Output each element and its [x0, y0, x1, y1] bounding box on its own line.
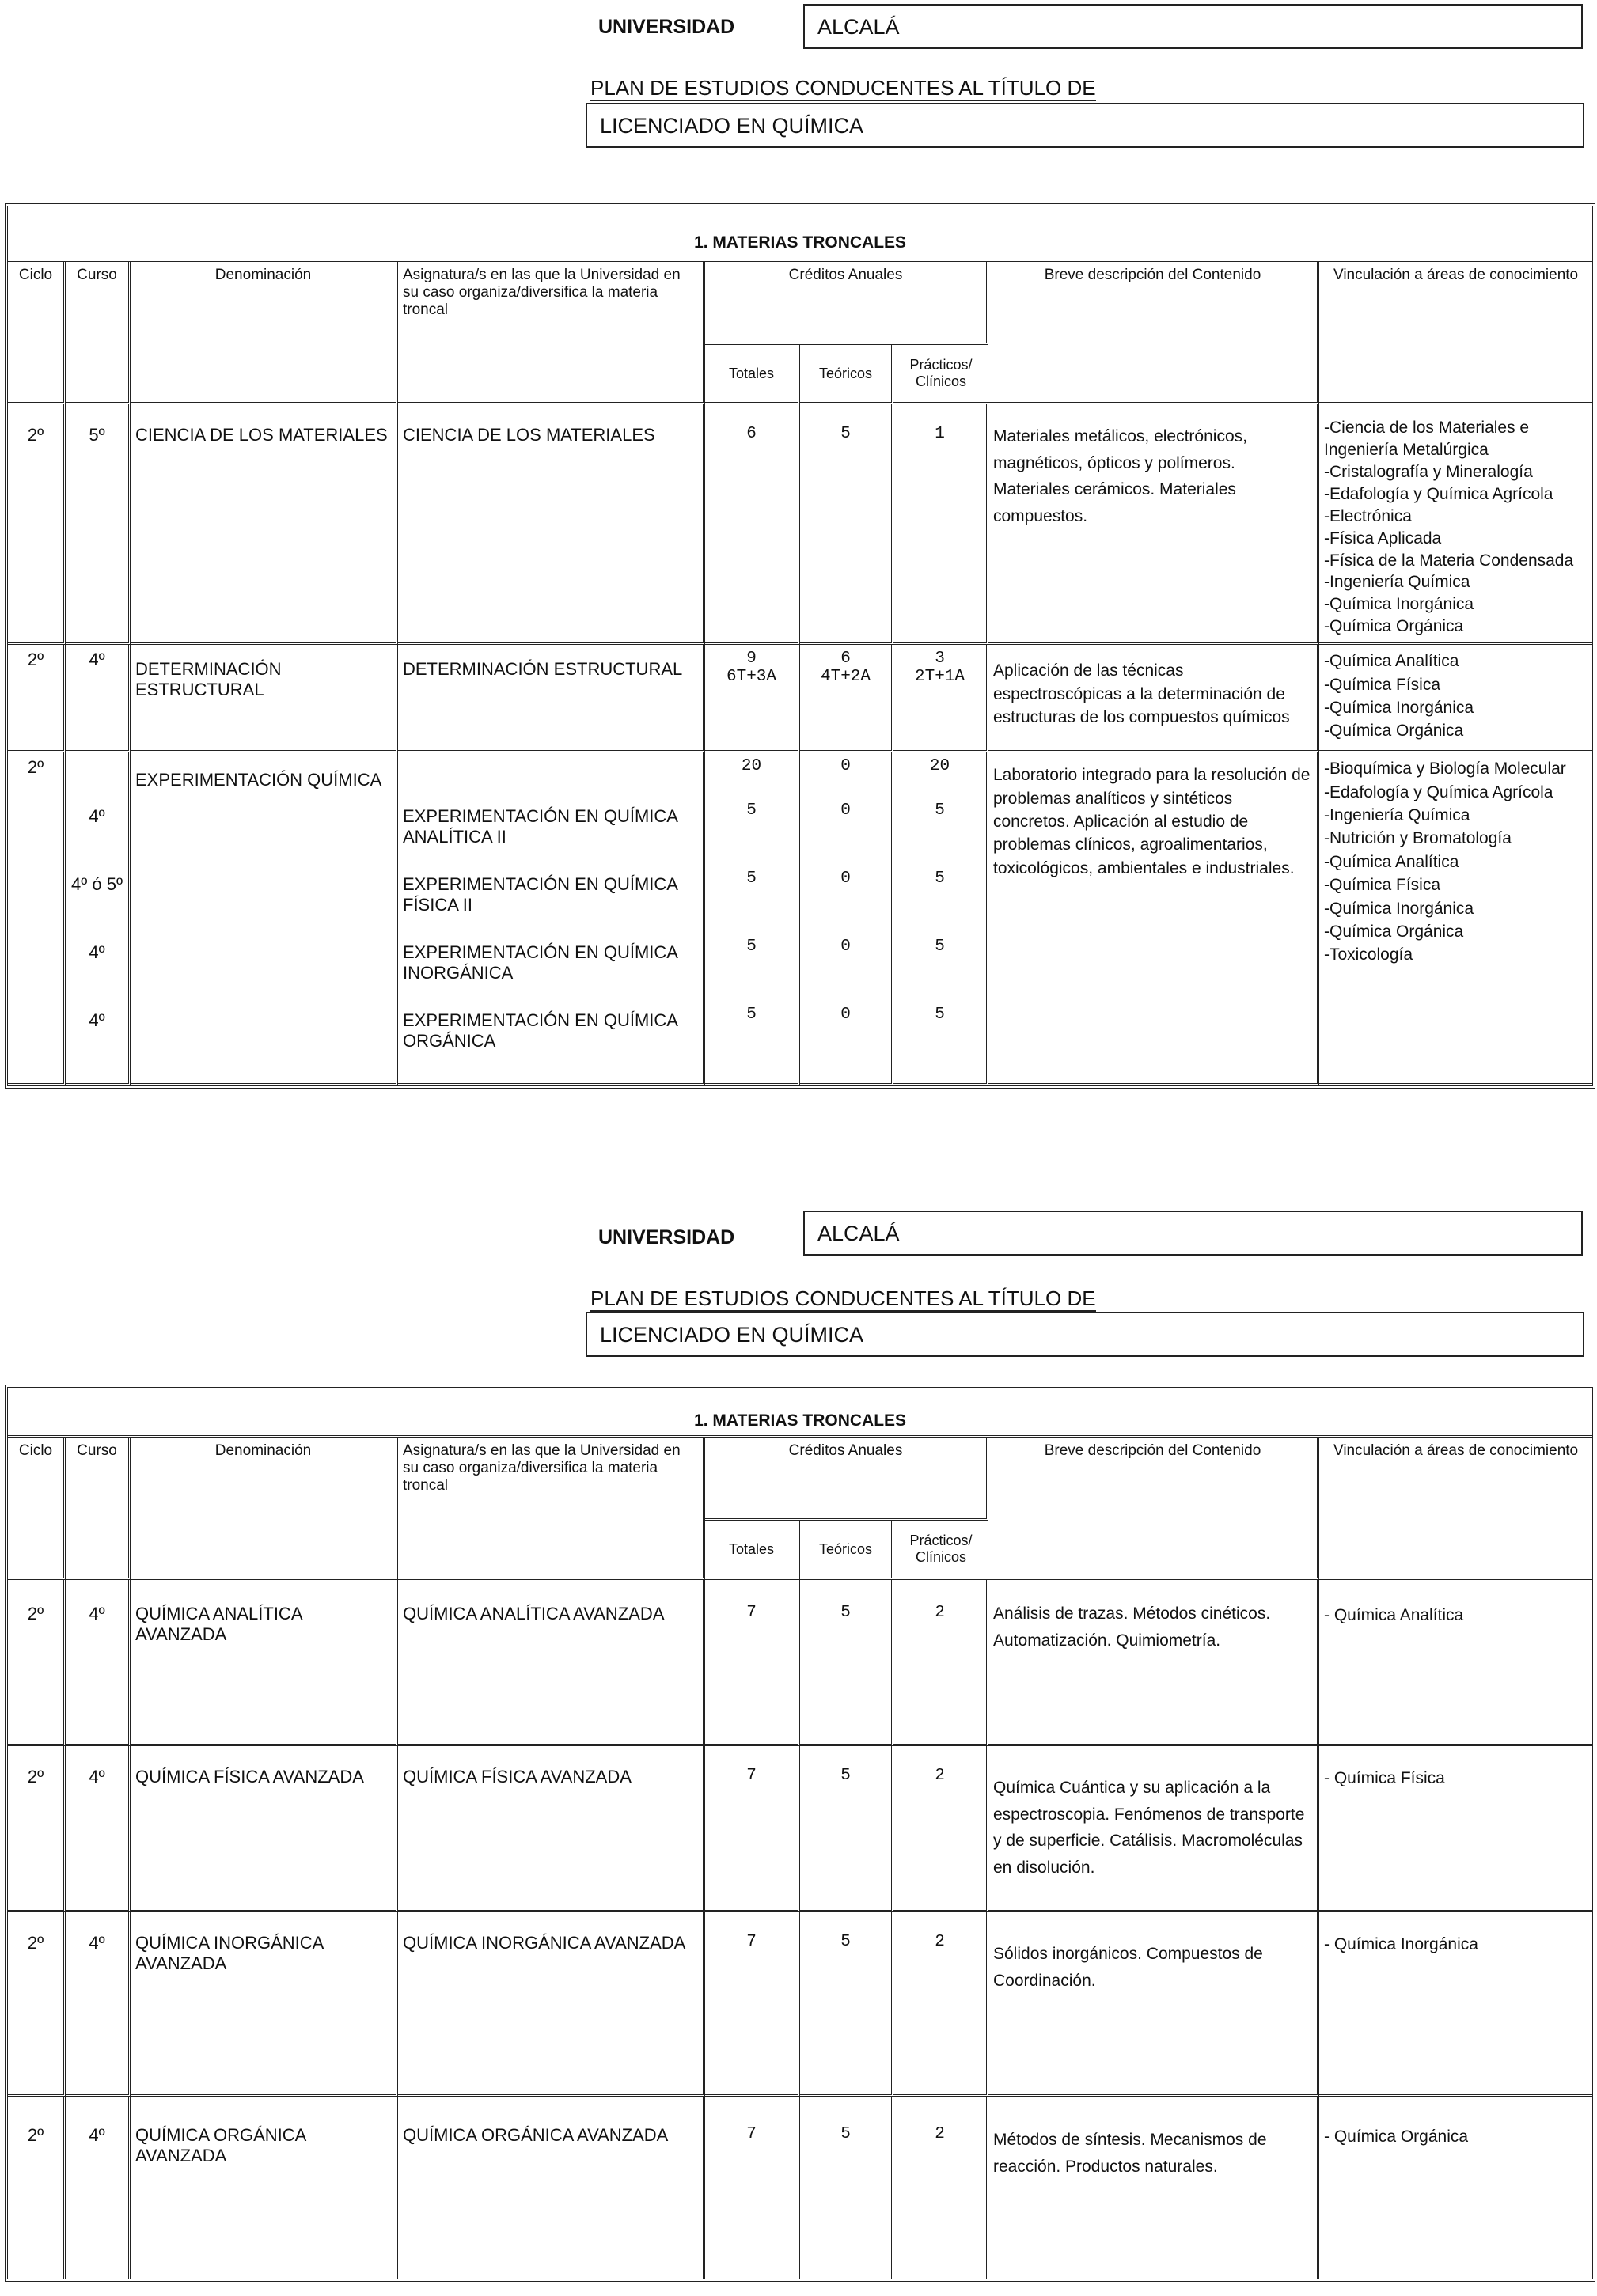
area-item: - Química Física [1324, 1769, 1445, 1787]
cell-teoricos: 5 [800, 1912, 893, 2097]
area-item: -Química Orgánica [1324, 722, 1464, 741]
cell-areas [1319, 404, 1592, 645]
plan-label-text: PLAN DE ESTUDIOS CONDUCENTES AL TÍTULO DE [590, 1286, 1096, 1310]
cell-asignatura: DETERMINACIÓN ESTRUCTURAL [398, 645, 705, 752]
credit-value: 0 [840, 938, 851, 957]
cell-totales [705, 752, 800, 1085]
cell-totales: 6 [705, 404, 800, 645]
cell-ciclo: 2º [8, 1580, 66, 1746]
area-item: -Física de la Materia Condensada [1324, 551, 1574, 570]
cell-practicos: 1 [893, 404, 988, 645]
credit-value: 3 [935, 650, 945, 669]
table-row [8, 1746, 1592, 1912]
cell-curso: 4º [66, 1580, 131, 1746]
cell-practicos: 2 [893, 1580, 988, 1746]
cell-totales [705, 645, 800, 752]
cell-ciclo: 2º [8, 645, 66, 752]
credit-value: 0 [840, 801, 851, 820]
cell-areas [1319, 752, 1592, 1085]
header-denominacion: Denominación [131, 1438, 398, 1580]
cell-denominacion: QUÍMICA INORGÁNICA AVANZADA [131, 1912, 398, 2097]
area-item: -Edafología y Química Agrícola [1324, 484, 1553, 503]
cell-teoricos: 5 [800, 404, 893, 645]
table-row [8, 1580, 1592, 1746]
header-descripcion: Breve descripción del Contenido [988, 1438, 1319, 1580]
area-item: -Química Física [1324, 876, 1441, 895]
table-row [8, 1912, 1592, 2097]
cell-practicos [893, 645, 988, 752]
cell-totales: 7 [705, 1580, 800, 1746]
area-item: -Nutrición y Bromatología [1324, 829, 1512, 848]
area-item: - Química Inorgánica [1324, 1935, 1478, 1953]
area-item: - Química Orgánica [1324, 2127, 1469, 2146]
header-teoricos: Teóricos [800, 345, 893, 404]
credit-value: 20 [929, 757, 950, 776]
curso-item: 4º [89, 1010, 105, 1031]
asignatura-item: EXPERIMENTACIÓN EN QUÍMICA ANALÍTICA II [403, 806, 677, 847]
cell-asignatura: QUÍMICA FÍSICA AVANZADA [398, 1746, 705, 1912]
credit-value: 5 [935, 1006, 945, 1025]
cell-totales: 7 [705, 1746, 800, 1912]
header-totales: Totales [705, 345, 800, 404]
credit-breakdown: 6T+3A [726, 668, 776, 687]
titulo-value: LICENCIADO EN QUÍMICA [586, 1312, 1584, 1357]
cell-denominacion: QUÍMICA ANALÍTICA AVANZADA [131, 1580, 398, 1746]
header-creditos: Créditos Anuales [705, 1438, 988, 1521]
cell-descripcion: Aplicación de las técnicas espectroscópicas a la determinación de estructuras de los compuestos químicos [988, 645, 1319, 752]
cell-curso: 4º [66, 1912, 131, 2097]
area-item: -Bioquímica y Biología Molecular [1324, 760, 1566, 779]
header-creditos: Créditos Anuales [705, 262, 988, 345]
cell-asignatura: QUÍMICA ORGÁNICA AVANZADA [398, 2097, 705, 2279]
universidad-label: UNIVERSIDAD [598, 16, 735, 38]
cell-areas [1319, 645, 1592, 752]
cell-denominacion: QUÍMICA ORGÁNICA AVANZADA [131, 2097, 398, 2279]
area-item: -Química Inorgánica [1324, 595, 1474, 614]
cell-practicos: 2 [893, 1912, 988, 2097]
curso-item [70, 757, 123, 806]
cell-ciclo: 2º [8, 404, 66, 645]
cell-denominacion: CIENCIA DE LOS MATERIALES [131, 404, 398, 645]
area-item: - Química Analítica [1324, 1606, 1464, 1624]
universidad-value: ALCALÁ [803, 1211, 1583, 1256]
cell-areas [1319, 1746, 1592, 1912]
header-totales: Totales [705, 1521, 800, 1580]
area-item: -Electrónica [1324, 506, 1412, 525]
header-asignatura: Asignatura/s en las que la Universidad en su caso organiza/diversifica la materia troncal [398, 262, 705, 404]
materias-troncales-table [5, 203, 1595, 1089]
cell-ciclo: 2º [8, 2097, 66, 2279]
header-curso: Curso [66, 1438, 131, 1580]
header-ciclo: Ciclo [8, 1438, 66, 1580]
credit-value: 0 [840, 1006, 851, 1025]
credit-value: 0 [840, 757, 851, 776]
area-item: -Ingeniería Química [1324, 573, 1470, 592]
cell-teoricos: 5 [800, 1746, 893, 1912]
area-item: -Química Inorgánica [1324, 899, 1474, 918]
cell-totales: 7 [705, 2097, 800, 2279]
cell-descripcion: Materiales metálicos, electrónicos, magnéticos, ópticos y polímeros. Materiales cerámicos. Materiales compuestos. [988, 404, 1319, 645]
asignatura-item: EXPERIMENTACIÓN EN QUÍMICA FÍSICA II [403, 874, 677, 915]
credit-value: 5 [746, 801, 757, 820]
header-teoricos: Teóricos [800, 1521, 893, 1580]
credit-value: 0 [840, 870, 851, 888]
cell-practicos: 2 [893, 1746, 988, 1912]
cell-teoricos [800, 752, 893, 1085]
credit-value: 5 [935, 938, 945, 957]
table-title: 1. MATERIAS TRONCALES [8, 1388, 1592, 1438]
cell-ciclo: 2º [8, 752, 66, 1085]
cell-asignatura [398, 752, 705, 1085]
area-item: -Química Orgánica [1324, 617, 1464, 636]
cell-denominacion: DETERMINACIÓN ESTRUCTURAL [131, 645, 398, 752]
asignatura-item: EXPERIMENTACIÓN EN QUÍMICA ORGÁNICA [403, 1010, 677, 1051]
cell-practicos [893, 752, 988, 1085]
header-practicos: Prácticos/ Clínicos [893, 345, 988, 404]
universidad-label: UNIVERSIDAD [598, 1226, 735, 1248]
cell-areas [1319, 2097, 1592, 2279]
plan-label [590, 1286, 1096, 1311]
cell-totales: 7 [705, 1912, 800, 2097]
header-asignatura: Asignatura/s en las que la Universidad en su caso organiza/diversifica la materia troncal [398, 1438, 705, 1580]
header-denominacion: Denominación [131, 262, 398, 404]
cell-descripcion: Métodos de síntesis. Mecanismos de reacción. Productos naturales. [988, 2097, 1319, 2279]
credit-value: 5 [935, 801, 945, 820]
area-item: -Cristalografía y Mineralogía [1324, 462, 1533, 481]
cell-practicos: 2 [893, 2097, 988, 2279]
cell-descripcion: Laboratorio integrado para la resolución de problemas analíticos y sintéticos concretos. Aplicación al estudio de problemas clínicos, agroalimentarios, toxicológicos, ambientales e industriales. [988, 752, 1319, 1085]
credit-value: 9 [746, 650, 757, 669]
cell-areas [1319, 1580, 1592, 1746]
area-item: Ingeniería Metalúrgica [1324, 440, 1489, 459]
cell-asignatura: CIENCIA DE LOS MATERIALES [398, 404, 705, 645]
cell-teoricos: 5 [800, 1580, 893, 1746]
area-item: -Ciencia de los Materiales e [1324, 419, 1530, 437]
cell-denominacion: QUÍMICA FÍSICA AVANZADA [131, 1746, 398, 1912]
curso-item: 4º [89, 806, 105, 827]
cell-ciclo: 2º [8, 1912, 66, 2097]
area-item: -Química Analítica [1324, 652, 1459, 671]
universidad-value: ALCALÁ [803, 4, 1583, 49]
cell-curso: 4º [66, 2097, 131, 2279]
curso-item: 4º ó 5º [70, 874, 123, 895]
materias-troncales-table [5, 1385, 1595, 2282]
cell-teoricos [800, 645, 893, 752]
plan-label [590, 76, 1096, 100]
cell-asignatura: QUÍMICA INORGÁNICA AVANZADA [398, 1912, 705, 2097]
asignatura-item [403, 757, 698, 806]
table-row [8, 2097, 1592, 2279]
credit-value: 5 [746, 870, 757, 888]
cell-areas [1319, 1912, 1592, 2097]
header-descripcion: Breve descripción del Contenido [988, 262, 1319, 404]
cell-curso [66, 752, 131, 1085]
area-item: -Química Orgánica [1324, 922, 1464, 941]
table-row [8, 645, 1592, 752]
header-curso: Curso [66, 262, 131, 404]
area-item: -Química Analítica [1324, 852, 1459, 871]
credit-value: 6 [840, 650, 851, 669]
cell-curso: 5º [66, 404, 131, 645]
cell-teoricos: 5 [800, 2097, 893, 2279]
credit-value: 5 [935, 870, 945, 888]
cell-denominacion: EXPERIMENTACIÓN QUÍMICA [131, 752, 398, 1085]
cell-descripcion: Análisis de trazas. Métodos cinéticos. Automatización. Quimiometría. [988, 1580, 1319, 1746]
cell-ciclo: 2º [8, 1746, 66, 1912]
area-item: -Química Inorgánica [1324, 699, 1474, 717]
area-item: -Química Física [1324, 675, 1441, 694]
cell-curso: 4º [66, 1746, 131, 1912]
titulo-value: LICENCIADO EN QUÍMICA [586, 103, 1584, 148]
area-item: -Edafología y Química Agrícola [1324, 782, 1553, 801]
area-item: -Ingeniería Química [1324, 806, 1470, 824]
header-vinculacion: Vinculación a áreas de conocimiento [1319, 262, 1592, 404]
area-item: -Física Aplicada [1324, 529, 1442, 547]
area-item: -Toxicología [1324, 945, 1413, 964]
cell-asignatura: QUÍMICA ANALÍTICA AVANZADA [398, 1580, 705, 1746]
credit-value: 5 [746, 1006, 757, 1025]
table-row [8, 752, 1592, 1085]
cell-descripcion: Sólidos inorgánicos. Compuestos de Coordinación. [988, 1912, 1319, 2097]
asignatura-item: EXPERIMENTACIÓN EN QUÍMICA INORGÁNICA [403, 942, 677, 983]
credit-breakdown: 4T+2A [820, 668, 871, 687]
header-ciclo: Ciclo [8, 262, 66, 404]
cell-curso: 4º [66, 645, 131, 752]
header-practicos: Prácticos/ Clínicos [893, 1521, 988, 1580]
credit-value: 20 [741, 757, 762, 776]
table-title: 1. MATERIAS TRONCALES [8, 206, 1592, 262]
cell-descripcion: Química Cuántica y su aplicación a la espectroscopia. Fenómenos de transporte y de superficie. Catálisis. Macromoléculas en disolución. [988, 1746, 1319, 1912]
plan-label-text: PLAN DE ESTUDIOS CONDUCENTES AL TÍTULO DE [590, 76, 1096, 100]
curso-item: 4º [89, 942, 105, 963]
table-row [8, 404, 1592, 645]
credit-breakdown: 2T+1A [914, 668, 965, 687]
credit-value: 5 [746, 938, 757, 957]
header-vinculacion: Vinculación a áreas de conocimiento [1319, 1438, 1592, 1580]
